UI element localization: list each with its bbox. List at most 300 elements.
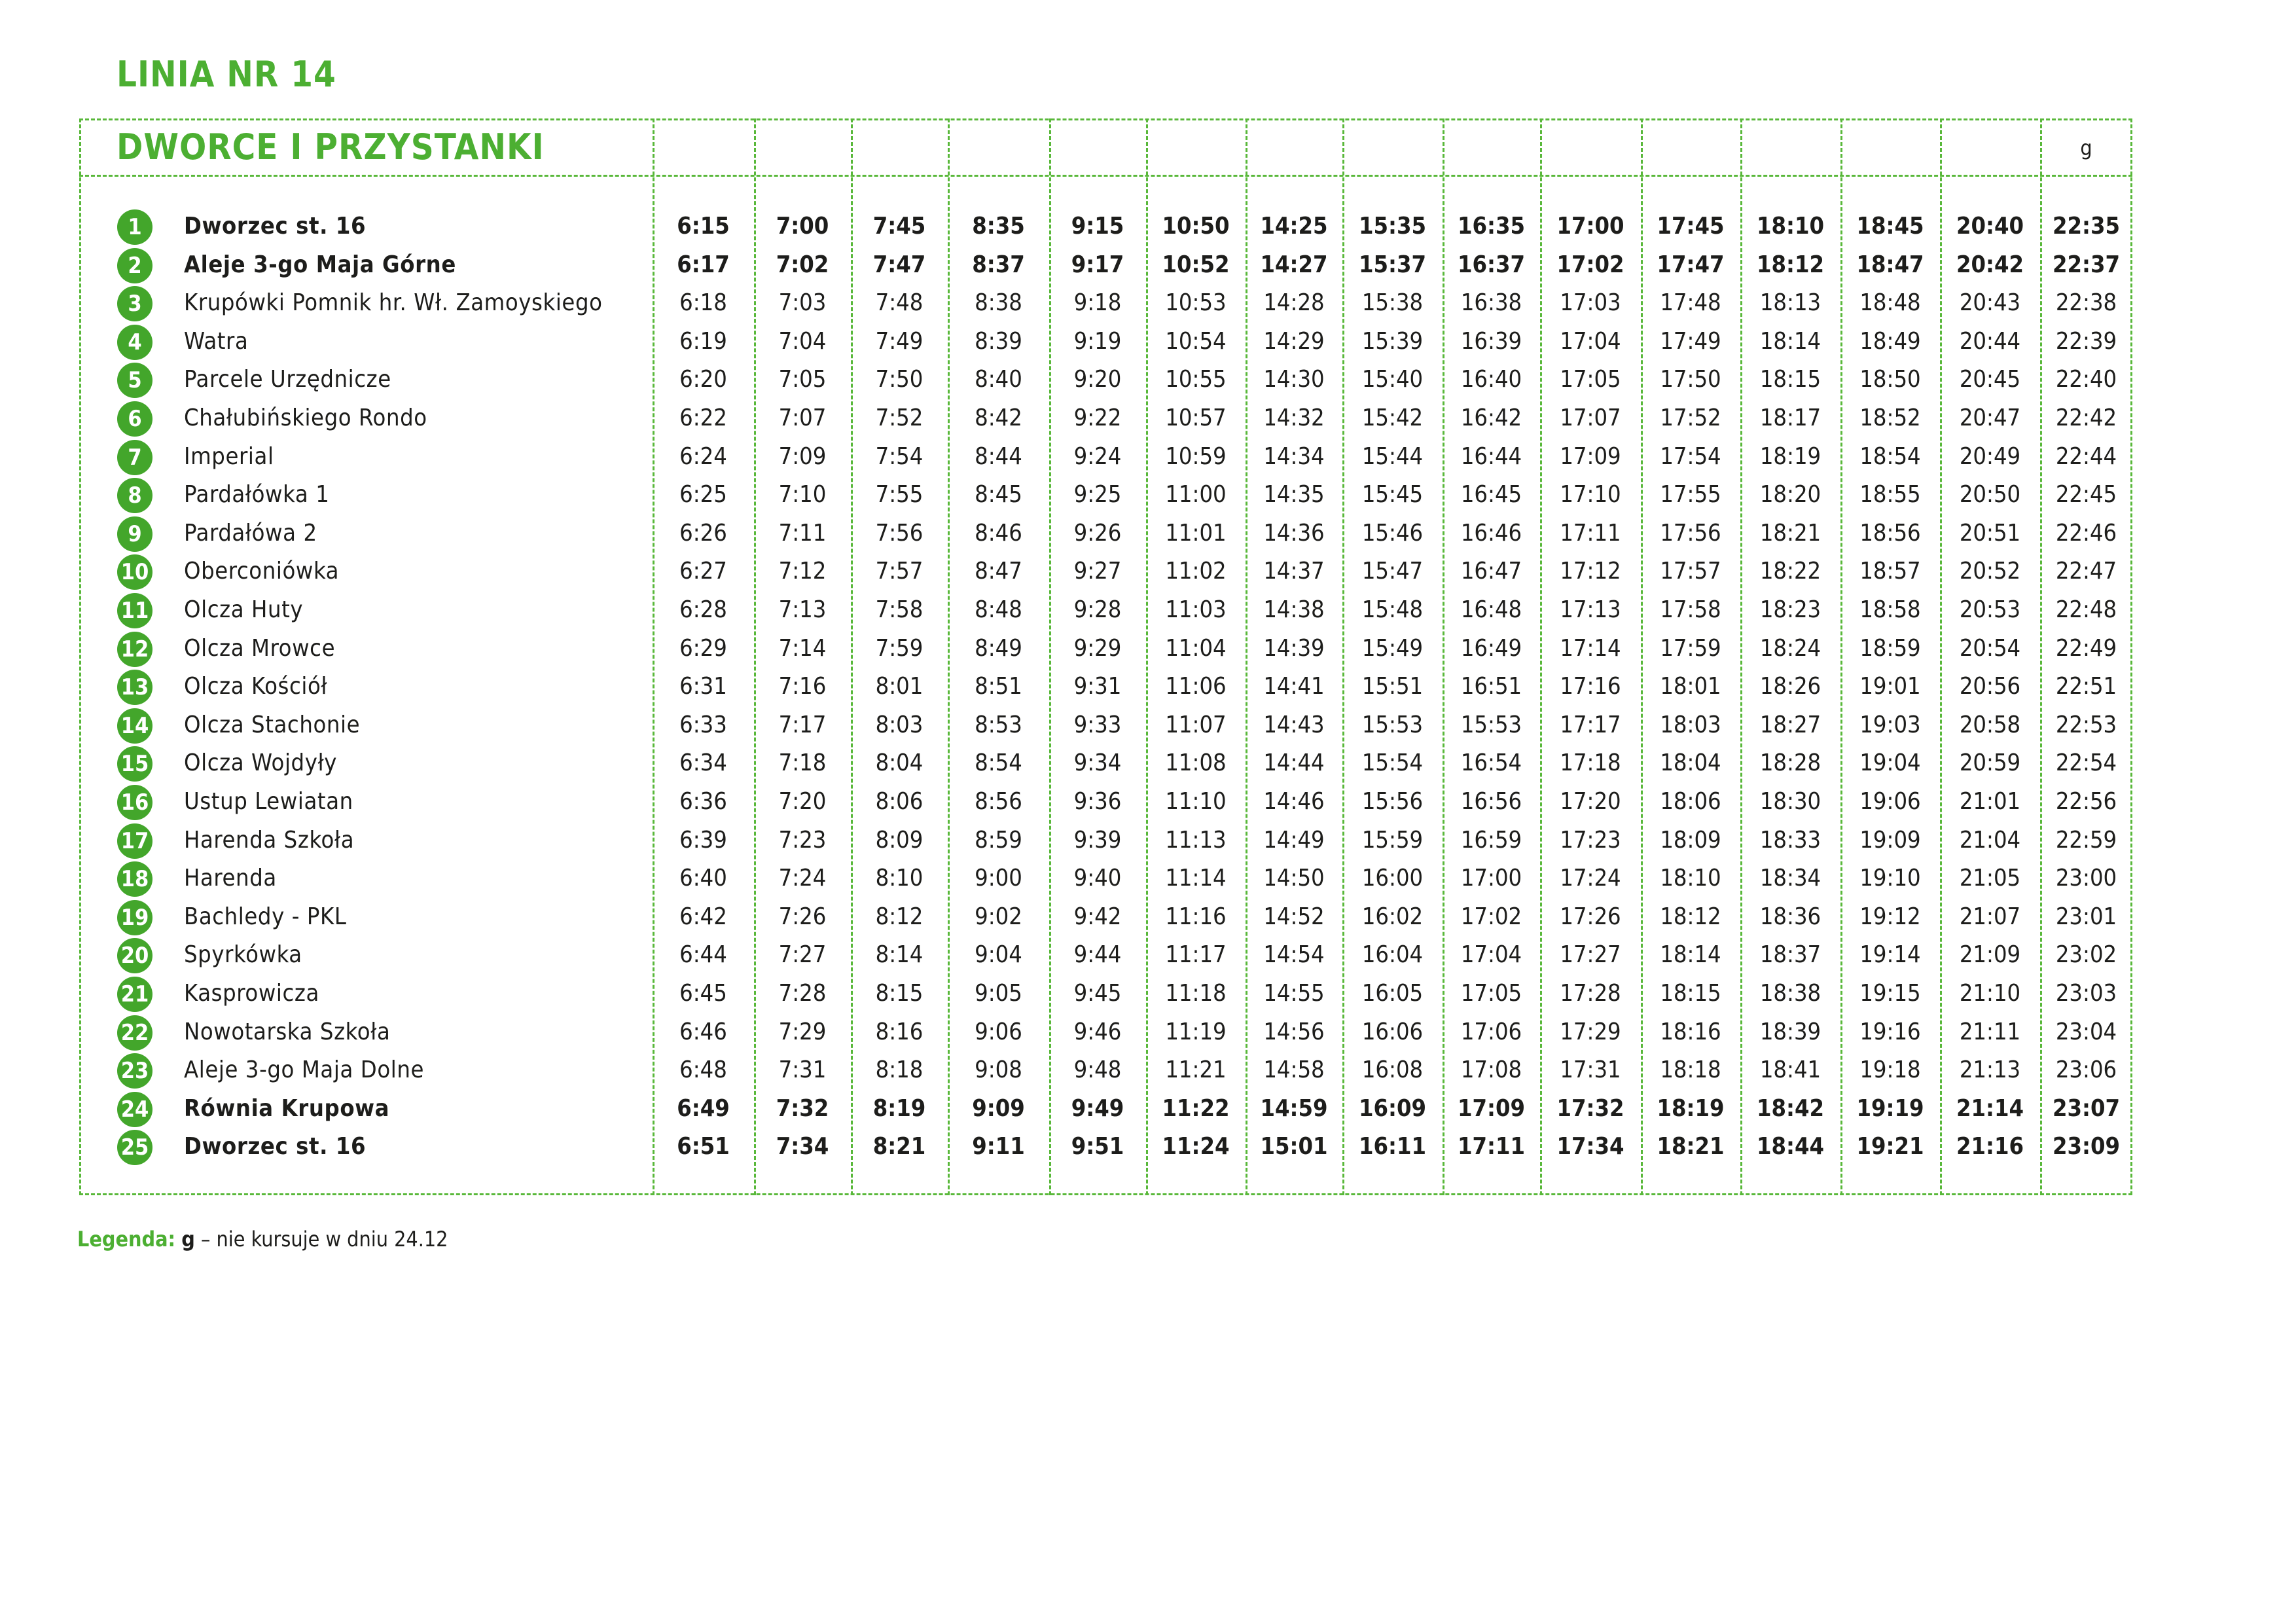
departure-time: 11:10 bbox=[1165, 788, 1227, 815]
departure-time: 15:40 bbox=[1361, 366, 1424, 393]
departure-time: 16:35 bbox=[1457, 213, 1526, 240]
departure-time: 7:24 bbox=[778, 865, 827, 892]
departure-time: 14:30 bbox=[1263, 366, 1325, 393]
departure-time: 20:45 bbox=[1959, 366, 2021, 393]
stop-number-badge: 12 bbox=[117, 632, 152, 667]
stop-row bbox=[79, 591, 2132, 629]
departure-time: 11:22 bbox=[1162, 1094, 1230, 1122]
stop-row bbox=[79, 284, 2132, 322]
departure-time: 8:09 bbox=[875, 826, 924, 854]
stop-number-badge: 24 bbox=[117, 1092, 152, 1127]
departure-time: 8:51 bbox=[975, 673, 1022, 700]
departure-time: 9:18 bbox=[1073, 289, 1122, 317]
row-divider bbox=[79, 118, 2132, 120]
departure-time: 9:04 bbox=[975, 941, 1022, 969]
departure-time: 18:26 bbox=[1759, 673, 1821, 700]
departure-time: 6:39 bbox=[679, 826, 727, 854]
departure-time: 18:20 bbox=[1759, 481, 1821, 509]
departure-time: 7:07 bbox=[778, 405, 827, 431]
departure-time: 22:48 bbox=[2055, 596, 2117, 623]
departure-time: 18:04 bbox=[1660, 749, 1721, 777]
legend bbox=[77, 1227, 448, 1252]
departure-time: 6:28 bbox=[679, 596, 727, 623]
departure-time: 18:23 bbox=[1759, 596, 1821, 623]
departure-time: 18:37 bbox=[1759, 941, 1821, 969]
departure-time: 14:44 bbox=[1263, 749, 1325, 777]
stop-name: Bachledy - PKL bbox=[184, 903, 347, 930]
departure-time: 7:57 bbox=[875, 558, 924, 585]
departure-time: 14:43 bbox=[1263, 711, 1325, 738]
departure-time: 9:02 bbox=[975, 903, 1022, 930]
stop-name: Ustup Lewiatan bbox=[184, 788, 353, 815]
departure-time: 18:52 bbox=[1859, 405, 1921, 431]
departure-time: 18:17 bbox=[1759, 405, 1821, 431]
stop-name: Równia Krupowa bbox=[184, 1094, 390, 1122]
departure-time: 18:12 bbox=[1660, 903, 1721, 930]
stop-name: Parcele Urzędnicze bbox=[184, 366, 391, 393]
departure-time: 9:00 bbox=[975, 865, 1022, 892]
departure-time: 22:39 bbox=[2055, 327, 2117, 355]
departure-time: 8:49 bbox=[975, 634, 1022, 662]
departure-time: 17:04 bbox=[1460, 941, 1522, 969]
departure-time: 9:27 bbox=[1073, 558, 1122, 585]
departure-time: 8:35 bbox=[972, 213, 1025, 240]
departure-time: 17:13 bbox=[1560, 596, 1621, 623]
departure-time: 17:20 bbox=[1560, 788, 1621, 815]
departure-time: 15:42 bbox=[1361, 405, 1424, 431]
departure-time: 7:48 bbox=[875, 289, 924, 317]
departure-time: 10:59 bbox=[1165, 442, 1227, 470]
stop-row bbox=[79, 246, 2132, 284]
departure-time: 17:50 bbox=[1660, 366, 1721, 393]
departure-time: 8:48 bbox=[975, 596, 1022, 623]
departure-time: 18:34 bbox=[1759, 865, 1821, 892]
departure-time: 18:41 bbox=[1759, 1056, 1821, 1084]
departure-time: 19:19 bbox=[1856, 1094, 1924, 1122]
departure-time: 6:51 bbox=[677, 1133, 730, 1161]
departure-time: 9:05 bbox=[975, 980, 1022, 1007]
departure-time: 14:46 bbox=[1263, 788, 1325, 815]
departure-time: 9:15 bbox=[1071, 213, 1124, 240]
departure-time: 9:44 bbox=[1073, 941, 1122, 969]
departure-time: 6:42 bbox=[679, 903, 727, 930]
departure-time: 8:39 bbox=[975, 327, 1022, 355]
departure-time: 9:49 bbox=[1071, 1094, 1124, 1122]
stop-number-badge: 17 bbox=[117, 823, 152, 859]
departure-time: 18:59 bbox=[1859, 634, 1921, 662]
departure-time: 20:47 bbox=[1959, 405, 2021, 431]
departure-time: 8:15 bbox=[875, 980, 924, 1007]
departure-time: 18:15 bbox=[1759, 366, 1821, 393]
stop-name: Nowotarska Szkoła bbox=[184, 1018, 391, 1045]
stop-number-badge: 4 bbox=[117, 325, 152, 360]
legend-text: – nie kursuje w dniu 24.12 bbox=[194, 1227, 448, 1252]
departure-time: 15:53 bbox=[1361, 711, 1424, 738]
departure-time: 23:03 bbox=[2055, 980, 2117, 1007]
departure-time: 16:44 bbox=[1460, 442, 1522, 470]
departure-time: 14:37 bbox=[1263, 558, 1325, 585]
departure-time: 6:31 bbox=[679, 673, 727, 700]
departure-time: 17:06 bbox=[1460, 1018, 1522, 1045]
departure-time: 9:51 bbox=[1071, 1133, 1124, 1161]
departure-time: 16:09 bbox=[1358, 1094, 1427, 1122]
departure-time: 23:07 bbox=[2052, 1094, 2121, 1122]
departure-time: 11:13 bbox=[1165, 826, 1227, 854]
departure-time: 18:15 bbox=[1660, 980, 1721, 1007]
stop-row bbox=[79, 208, 2132, 245]
departure-time: 21:13 bbox=[1959, 1056, 2021, 1084]
departure-time: 15:53 bbox=[1460, 711, 1522, 738]
departure-time: 6:34 bbox=[679, 749, 727, 777]
departure-time: 22:59 bbox=[2055, 826, 2117, 854]
departure-time: 11:17 bbox=[1165, 941, 1227, 969]
departure-time: 6:25 bbox=[679, 481, 727, 509]
stop-number-badge: 23 bbox=[117, 1053, 152, 1089]
departure-time: 18:27 bbox=[1759, 711, 1821, 738]
stop-number-badge: 20 bbox=[117, 938, 152, 973]
departure-time: 7:11 bbox=[778, 519, 827, 547]
departure-time: 14:38 bbox=[1263, 596, 1325, 623]
stop-name: Pardałówka 1 bbox=[184, 481, 330, 509]
departure-time: 7:29 bbox=[778, 1018, 827, 1045]
departure-time: 17:05 bbox=[1460, 980, 1522, 1007]
departure-time: 22:35 bbox=[2052, 213, 2121, 240]
departure-time: 23:04 bbox=[2055, 1018, 2117, 1045]
stop-number-badge: 13 bbox=[117, 670, 152, 705]
departure-time: 17:11 bbox=[1560, 519, 1621, 547]
stop-number-badge: 5 bbox=[117, 363, 152, 398]
departure-time: 16:11 bbox=[1358, 1133, 1427, 1161]
departure-time: 8:47 bbox=[975, 558, 1022, 585]
departure-time: 11:01 bbox=[1165, 519, 1227, 547]
departure-time: 17:29 bbox=[1560, 1018, 1621, 1045]
departure-time: 20:52 bbox=[1959, 558, 2021, 585]
departure-time: 9:28 bbox=[1073, 596, 1122, 623]
departure-time: 8:46 bbox=[975, 519, 1022, 547]
departure-time: 19:03 bbox=[1859, 711, 1921, 738]
stop-number-badge: 3 bbox=[117, 286, 152, 321]
departure-time: 18:10 bbox=[1660, 865, 1721, 892]
departure-time: 10:57 bbox=[1165, 405, 1227, 431]
departure-time: 18:21 bbox=[1657, 1133, 1725, 1161]
departure-time: 7:10 bbox=[778, 481, 827, 509]
departure-time: 19:16 bbox=[1859, 1018, 1921, 1045]
departure-time: 14:54 bbox=[1263, 941, 1325, 969]
departure-time: 7:52 bbox=[875, 405, 924, 431]
stop-name: Imperial bbox=[184, 442, 274, 470]
departure-time: 20:49 bbox=[1959, 442, 2021, 470]
departure-time: 17:56 bbox=[1660, 519, 1721, 547]
departure-time: 6:27 bbox=[679, 558, 727, 585]
departure-time: 14:27 bbox=[1260, 251, 1328, 278]
departure-time: 16:48 bbox=[1460, 596, 1522, 623]
departure-time: 6:33 bbox=[679, 711, 727, 738]
departure-time: 9:34 bbox=[1073, 749, 1122, 777]
departure-time: 18:19 bbox=[1759, 442, 1821, 470]
departure-time: 8:21 bbox=[872, 1133, 926, 1161]
departure-time: 18:06 bbox=[1660, 788, 1721, 815]
stop-name: Olcza Huty bbox=[184, 596, 304, 623]
departure-time: 20:58 bbox=[1959, 711, 2021, 738]
departure-time: 17:18 bbox=[1560, 749, 1621, 777]
departure-time: 17:24 bbox=[1560, 865, 1621, 892]
departure-time: 18:47 bbox=[1856, 251, 1924, 278]
stop-name: Chałubińskiego Rondo bbox=[184, 405, 427, 431]
departure-time: 18:13 bbox=[1759, 289, 1821, 317]
departure-time: 9:31 bbox=[1073, 673, 1122, 700]
departure-time: 17:34 bbox=[1556, 1133, 1624, 1161]
departure-time: 22:47 bbox=[2055, 558, 2117, 585]
legend-label: Legenda: bbox=[77, 1227, 176, 1252]
departure-time: 8:16 bbox=[875, 1018, 924, 1045]
stop-name: Watra bbox=[184, 327, 249, 355]
departure-time: 14:50 bbox=[1263, 865, 1325, 892]
departure-time: 22:53 bbox=[2055, 711, 2117, 738]
stop-name: Spyrkówka bbox=[184, 941, 302, 969]
departure-time: 9:19 bbox=[1073, 327, 1122, 355]
departure-time: 8:18 bbox=[875, 1056, 924, 1084]
departure-time: 15:46 bbox=[1361, 519, 1424, 547]
departure-time: 9:42 bbox=[1073, 903, 1122, 930]
departure-time: 8:56 bbox=[975, 788, 1022, 815]
departure-time: 7:34 bbox=[776, 1133, 829, 1161]
departure-time: 17:02 bbox=[1460, 903, 1522, 930]
departure-time: 22:40 bbox=[2055, 366, 2117, 393]
departure-time: 11:08 bbox=[1165, 749, 1227, 777]
departure-time: 7:27 bbox=[778, 941, 827, 969]
departure-time: 16:02 bbox=[1361, 903, 1424, 930]
departure-time: 17:59 bbox=[1660, 634, 1721, 662]
departure-time: 14:52 bbox=[1263, 903, 1325, 930]
departure-time: 21:05 bbox=[1959, 865, 2021, 892]
stop-name: Aleje 3-go Maja Górne bbox=[184, 251, 456, 278]
departure-time: 8:14 bbox=[875, 941, 924, 969]
departure-time: 18:19 bbox=[1657, 1094, 1725, 1122]
stop-name: Pardałówa 2 bbox=[184, 519, 317, 547]
departure-time: 17:00 bbox=[1556, 213, 1624, 240]
departure-time: 18:57 bbox=[1859, 558, 1921, 585]
stop-name: Olcza Stachonie bbox=[184, 711, 361, 738]
departure-time: 9:29 bbox=[1073, 634, 1122, 662]
departure-time: 6:22 bbox=[679, 405, 727, 431]
departure-time: 7:18 bbox=[778, 749, 827, 777]
departure-time: 17:07 bbox=[1560, 405, 1621, 431]
departure-time: 16:59 bbox=[1460, 826, 1522, 854]
departure-time: 6:26 bbox=[679, 519, 727, 547]
departure-time: 6:44 bbox=[679, 941, 727, 969]
stop-number-badge: 2 bbox=[117, 248, 152, 283]
departure-time: 8:37 bbox=[972, 251, 1025, 278]
departure-time: 9:26 bbox=[1073, 519, 1122, 547]
departure-time: 7:58 bbox=[875, 596, 924, 623]
departure-time: 9:11 bbox=[972, 1133, 1025, 1161]
departure-time: 17:08 bbox=[1460, 1056, 1522, 1084]
departure-time: 14:25 bbox=[1260, 213, 1328, 240]
departure-time: 21:16 bbox=[1956, 1133, 2024, 1161]
departure-time: 15:44 bbox=[1361, 442, 1424, 470]
departure-time: 18:50 bbox=[1859, 366, 1921, 393]
stop-name: Olcza Wojdyły bbox=[184, 749, 338, 777]
departure-time: 18:42 bbox=[1756, 1094, 1825, 1122]
departure-time: 6:24 bbox=[679, 442, 727, 470]
departure-time: 20:59 bbox=[1959, 749, 2021, 777]
departure-time: 18:49 bbox=[1859, 327, 1921, 355]
departure-time: 20:43 bbox=[1959, 289, 2021, 317]
departure-time: 14:39 bbox=[1263, 634, 1325, 662]
departure-time: 19:21 bbox=[1856, 1133, 1924, 1161]
departure-time: 9:40 bbox=[1073, 865, 1122, 892]
departure-time: 16:04 bbox=[1361, 941, 1424, 969]
departure-time: 18:09 bbox=[1660, 826, 1721, 854]
departure-time: 17:03 bbox=[1560, 289, 1621, 317]
departure-time: 7:04 bbox=[778, 327, 827, 355]
departure-time: 21:04 bbox=[1959, 826, 2021, 854]
stop-row bbox=[79, 898, 2132, 936]
departure-time: 18:28 bbox=[1759, 749, 1821, 777]
departure-time: 22:56 bbox=[2055, 788, 2117, 815]
departure-time: 7:28 bbox=[778, 980, 827, 1007]
departure-time: 15:47 bbox=[1361, 558, 1424, 585]
stop-name: Olcza Mrowce bbox=[184, 634, 336, 662]
departure-time: 6:19 bbox=[679, 327, 727, 355]
departure-time: 15:54 bbox=[1361, 749, 1424, 777]
stop-name: Dworzec st. 16 bbox=[184, 1133, 367, 1161]
departure-time: 14:36 bbox=[1263, 519, 1325, 547]
departure-time: 11:06 bbox=[1165, 673, 1227, 700]
stop-row bbox=[79, 783, 2132, 821]
stations-heading: DWORCE I PRZYSTANKI bbox=[117, 126, 545, 168]
stop-name: Oberconiówka bbox=[184, 558, 340, 585]
departure-time: 6:40 bbox=[679, 865, 727, 892]
stop-number-badge: 19 bbox=[117, 900, 152, 935]
departure-time: 8:42 bbox=[975, 405, 1022, 431]
departure-time: 10:55 bbox=[1165, 366, 1227, 393]
stop-row bbox=[79, 1090, 2132, 1128]
departure-time: 16:40 bbox=[1460, 366, 1522, 393]
departure-time: 18:12 bbox=[1756, 251, 1825, 278]
departure-time: 17:10 bbox=[1560, 481, 1621, 509]
departure-time: 6:46 bbox=[679, 1018, 727, 1045]
departure-time: 20:56 bbox=[1959, 673, 2021, 700]
departure-time: 9:39 bbox=[1073, 826, 1122, 854]
departure-time: 10:52 bbox=[1162, 251, 1230, 278]
stop-row bbox=[79, 361, 2132, 399]
departure-time: 18:56 bbox=[1859, 519, 1921, 547]
stop-number-badge: 25 bbox=[117, 1130, 152, 1165]
departure-time: 11:21 bbox=[1165, 1056, 1227, 1084]
departure-time: 22:37 bbox=[2052, 251, 2121, 278]
departure-time: 17:05 bbox=[1560, 366, 1621, 393]
departure-time: 10:54 bbox=[1165, 327, 1227, 355]
departure-time: 18:03 bbox=[1660, 711, 1721, 738]
stop-number-badge: 16 bbox=[117, 785, 152, 820]
departure-time: 9:09 bbox=[972, 1094, 1025, 1122]
departure-time: 15:48 bbox=[1361, 596, 1424, 623]
departure-time: 18:21 bbox=[1759, 519, 1821, 547]
departure-time: 16:54 bbox=[1460, 749, 1522, 777]
departure-time: 7:50 bbox=[875, 366, 924, 393]
departure-time: 23:06 bbox=[2055, 1056, 2117, 1084]
departure-time: 23:09 bbox=[2052, 1133, 2121, 1161]
departure-time: 8:59 bbox=[975, 826, 1022, 854]
departure-time: 8:06 bbox=[875, 788, 924, 815]
departure-time: 17:27 bbox=[1560, 941, 1621, 969]
departure-time: 17:23 bbox=[1560, 826, 1621, 854]
departure-time: 7:56 bbox=[875, 519, 924, 547]
departure-time: 23:01 bbox=[2055, 903, 2117, 930]
stop-row bbox=[79, 975, 2132, 1013]
departure-time: 7:05 bbox=[778, 366, 827, 393]
departure-time: 18:58 bbox=[1859, 596, 1921, 623]
course-mark: g bbox=[2080, 135, 2092, 160]
legend-symbol: g bbox=[181, 1227, 195, 1252]
departure-time: 17:32 bbox=[1556, 1094, 1624, 1122]
departure-time: 18:36 bbox=[1759, 903, 1821, 930]
stop-name: Olcza Kościół bbox=[184, 673, 328, 700]
stop-name: Dworzec st. 16 bbox=[184, 213, 367, 240]
departure-time: 18:14 bbox=[1759, 327, 1821, 355]
departure-time: 18:54 bbox=[1859, 442, 1921, 470]
stop-number-badge: 1 bbox=[117, 209, 152, 245]
departure-time: 14:55 bbox=[1263, 980, 1325, 1007]
departure-time: 20:51 bbox=[1959, 519, 2021, 547]
timetable bbox=[79, 118, 2132, 1195]
departure-time: 16:05 bbox=[1361, 980, 1424, 1007]
departure-time: 16:06 bbox=[1361, 1018, 1424, 1045]
departure-time: 7:17 bbox=[778, 711, 827, 738]
departure-time: 18:24 bbox=[1759, 634, 1821, 662]
departure-time: 16:08 bbox=[1361, 1056, 1424, 1084]
departure-time: 16:46 bbox=[1460, 519, 1522, 547]
departure-time: 11:07 bbox=[1165, 711, 1227, 738]
departure-time: 7:31 bbox=[778, 1056, 827, 1084]
departure-time: 18:30 bbox=[1759, 788, 1821, 815]
departure-time: 7:49 bbox=[875, 327, 924, 355]
departure-time: 9:17 bbox=[1071, 251, 1124, 278]
departure-time: 18:16 bbox=[1660, 1018, 1721, 1045]
departure-time: 17:09 bbox=[1560, 442, 1621, 470]
departure-time: 9:24 bbox=[1073, 442, 1122, 470]
departure-time: 7:14 bbox=[778, 634, 827, 662]
stop-row bbox=[79, 821, 2132, 859]
departure-time: 11:03 bbox=[1165, 596, 1227, 623]
departure-time: 7:32 bbox=[776, 1094, 829, 1122]
departure-time: 17:04 bbox=[1560, 327, 1621, 355]
departure-time: 10:53 bbox=[1165, 289, 1227, 317]
departure-time: 8:44 bbox=[975, 442, 1022, 470]
departure-time: 14:29 bbox=[1263, 327, 1325, 355]
departure-time: 7:12 bbox=[778, 558, 827, 585]
departure-time: 22:51 bbox=[2055, 673, 2117, 700]
departure-time: 6:36 bbox=[679, 788, 727, 815]
stop-name: Aleje 3-go Maja Dolne bbox=[184, 1056, 424, 1084]
stop-number-badge: 7 bbox=[117, 440, 152, 475]
departure-time: 7:59 bbox=[875, 634, 924, 662]
departure-time: 21:07 bbox=[1959, 903, 2021, 930]
departure-time: 8:45 bbox=[975, 481, 1022, 509]
stop-number-badge: 8 bbox=[117, 478, 152, 513]
departure-time: 6:18 bbox=[679, 289, 727, 317]
stop-row bbox=[79, 514, 2132, 552]
departure-time: 7:02 bbox=[776, 251, 829, 278]
departure-time: 16:49 bbox=[1460, 634, 1522, 662]
departure-time: 19:04 bbox=[1859, 749, 1921, 777]
departure-time: 18:18 bbox=[1660, 1056, 1721, 1084]
departure-time: 9:06 bbox=[975, 1018, 1022, 1045]
stop-number-badge: 15 bbox=[117, 746, 152, 782]
departure-time: 21:09 bbox=[1959, 941, 2021, 969]
stop-name: Krupówki Pomnik hr. Wł. Zamoyskiego bbox=[184, 289, 603, 317]
